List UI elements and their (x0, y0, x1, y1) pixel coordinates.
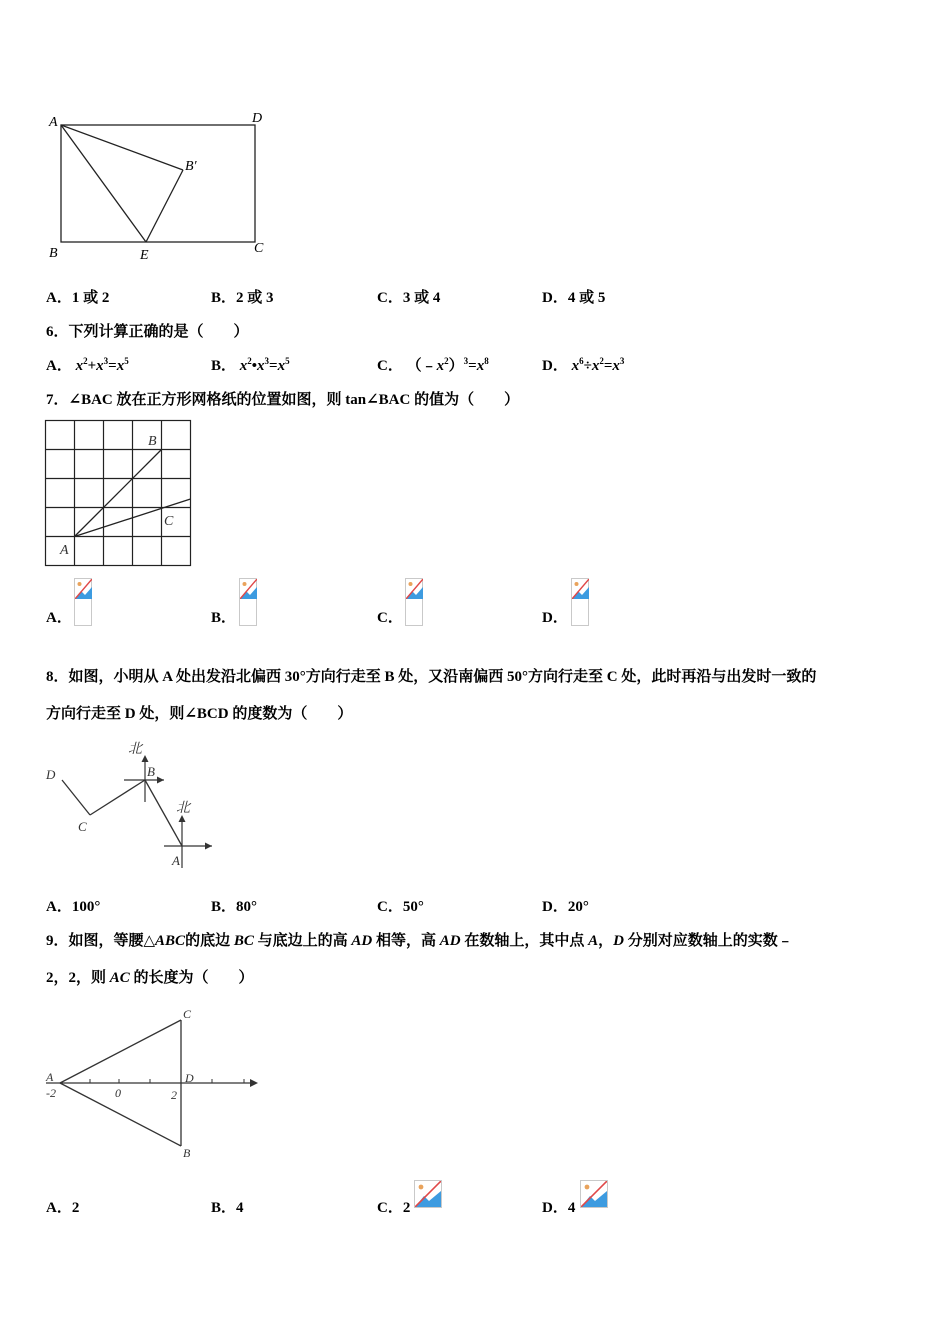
q9-option-c: C．2 (377, 1200, 411, 1216)
option-letter: B． (211, 290, 237, 306)
north-label-b: 北 (128, 742, 142, 757)
option-letter: D． (542, 290, 568, 306)
arrow-east-a (205, 843, 212, 850)
broken-image-icon (239, 578, 257, 626)
q8-direction-figure (40, 738, 220, 878)
q8-option-a: A．100° (46, 899, 101, 915)
option-text: 2 或 3 (236, 290, 274, 306)
q7-option-d-label: D． (542, 610, 568, 626)
tick-label-neg2: -2 (46, 1086, 56, 1100)
label-b: B (183, 1146, 191, 1160)
label-a: A (49, 115, 58, 130)
line-ab-prime (61, 125, 183, 170)
label-b: B (49, 246, 58, 261)
label-c: C (78, 819, 87, 834)
tick-label-zero: 0 (115, 1086, 121, 1100)
broken-image-icon (74, 578, 92, 626)
label-d: D (46, 767, 56, 782)
label-d: D (252, 111, 263, 126)
q7-grid-figure (44, 419, 196, 569)
label-e: E (140, 248, 149, 263)
q9-option-a: A．2 (46, 1200, 80, 1216)
number-line-arrow (250, 1079, 258, 1087)
q9-stem-line1: 9．如图，等腰△ABC的底边 BC 与底边上的高 AD 相等，高 AD 在数轴上，其中点 A，D 分别对应数轴上的实数﹣ (46, 933, 793, 949)
broken-image-icon (580, 1180, 608, 1208)
side-ac (60, 1020, 181, 1083)
label-b: B (147, 764, 155, 779)
label-c: C (183, 1007, 192, 1021)
tick-label-two: 2 (171, 1088, 177, 1102)
line-b-prime-e (146, 170, 183, 242)
q8-option-c: C．50° (377, 899, 424, 915)
q6-option-b: B． $x^2•x^3=x^5$ (211, 356, 290, 374)
ray-ab (75, 450, 162, 537)
segment-cd (62, 780, 90, 815)
option-text: 3 或 4 (402, 290, 441, 306)
label-d: D (185, 1071, 194, 1085)
arrow-east-b (157, 777, 164, 784)
label-b: B (148, 434, 157, 449)
q5-option-a (46, 286, 109, 307)
q8-option-b: B．80° (211, 899, 258, 915)
q5-rectangle-figure (40, 105, 280, 265)
arrow-north-b (142, 755, 149, 762)
q6-option-a: A． $x^2+x^3=x^5$ (46, 356, 129, 374)
label-a: A (172, 853, 180, 868)
label-a: A (46, 1070, 54, 1084)
q9-option-b: B．4 (211, 1200, 244, 1216)
q9-option-d: D．4 (542, 1200, 576, 1216)
broken-image-icon (414, 1180, 442, 1208)
q9-number-line-triangle (40, 1002, 270, 1167)
q7-option-a-label: A． (46, 610, 72, 626)
broken-image-icon (405, 578, 423, 626)
q8-stem-line2: 方向行走至 D 处，则∠BCD 的度数为（ ） (46, 706, 353, 722)
label-c: C (254, 241, 264, 256)
q5-option-c (377, 286, 440, 307)
label-b-prime: B′ (185, 159, 197, 174)
q7-option-c-label: C． (377, 610, 403, 626)
q6-option-c: C． $(﹣x^2)^3=x^8$ (377, 356, 489, 374)
label-a: A (60, 543, 69, 558)
q8-option-d: D．20° (542, 899, 589, 915)
q7-stem: 7．∠BAC 放在正方形网格纸的位置如图，则 tan∠BAC 的值为（ ） (46, 392, 520, 408)
q5-option-b (211, 286, 274, 307)
line-ae (61, 125, 146, 242)
north-label-a: 北 (176, 801, 190, 816)
q7-option-b-label: B． (211, 610, 237, 626)
label-c: C (164, 514, 174, 529)
option-text: 4 或 5 (567, 290, 606, 306)
broken-image-icon (571, 578, 589, 626)
q9-stem-line2: 2，2，则 AC 的长度为（ ） (46, 970, 254, 986)
q5-option-d (542, 286, 605, 307)
q6-option-d: D． $x^6\div x^2=x^3$ (542, 356, 625, 374)
option-text: 1 或 2 (71, 290, 110, 306)
arrow-north-a (179, 815, 186, 822)
rectangle-abcd (61, 125, 255, 242)
option-letter: A． (46, 290, 72, 306)
option-letter: C． (377, 290, 403, 306)
q8-stem-line1: 8．如图，小明从 A 处出发沿北偏西 30°方向行走至 B 处，又沿南偏西 50°方向行走至 C 处，此时再沿与出发时一致的 (46, 669, 817, 685)
q6-stem: 6．下列计算正确的是（ ） (46, 324, 249, 340)
segment-bc (90, 780, 145, 815)
